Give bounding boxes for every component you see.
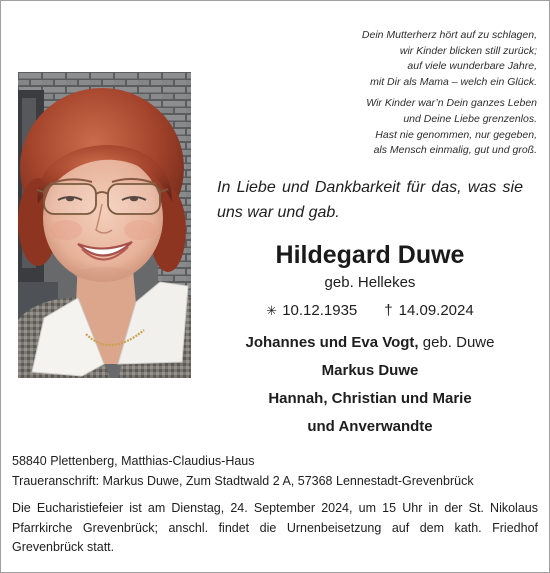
- deceased-name: Hildegard Duwe: [275, 241, 465, 269]
- poem-line: auf viele wunderbare Jahre,: [407, 60, 537, 73]
- mourner-line: [217, 329, 523, 357]
- poem-line: als Mensch einmalig, gut und groß.: [373, 144, 537, 157]
- dedication: [217, 175, 523, 225]
- mourning-address: Traueranschrift: Markus Duwe, Zum Stadtwald 2 A, 57368 Lennestadt-Grevenbrück: [12, 474, 474, 488]
- dedication-line: In Liebe und Dankbarkeit für das, was sie: [217, 179, 523, 196]
- portrait-chin-shadow: [74, 267, 134, 281]
- service-details: Die Eucharistiefeier ist am Dienstag, 24. September 2024, um 15 Uhr in der St. Nikolaus Pfarrkirche Grevenbrück; anschl. findet die Urnenbeisetzung auf dem kath. Friedhof Grevenbrück statt.: [12, 501, 538, 555]
- poem-stanza-2: [362, 96, 537, 159]
- dedication-line: uns war und gab.: [217, 204, 340, 221]
- poem-line: Wir Kinder war’n Dein ganzes Leben: [366, 97, 537, 110]
- portrait-photo: [18, 72, 191, 378]
- mourner-maiden-name: geb. Duwe: [422, 334, 495, 351]
- poem: [362, 28, 537, 159]
- poem-line: wir Kinder blicken still zurück;: [399, 44, 537, 57]
- birth-date-group: [266, 302, 357, 319]
- mourner-line: Markus Duwe: [321, 362, 419, 379]
- mourner-line: und Anverwandte: [307, 418, 433, 435]
- name-block: [217, 241, 523, 441]
- birth-star-icon: ✳: [266, 304, 278, 319]
- poem-stanza-1: [362, 28, 537, 91]
- poem-line: mit Dir als Mama – welch ein Glück.: [370, 76, 537, 89]
- death-date-group: [384, 302, 473, 319]
- death-date: 14.09.2024: [398, 302, 474, 319]
- birth-date: 10.12.1935: [282, 302, 358, 319]
- death-cross-icon: †: [384, 302, 393, 319]
- poem-line: Dein Mutterherz hört auf zu schlagen,: [361, 29, 537, 41]
- poem-line: und Deine Liebe grenzenlos.: [403, 112, 537, 125]
- location-line: 58840 Plettenberg, Matthias-Claudius-Haus: [12, 454, 255, 468]
- maiden-name: geb. Hellekes: [324, 274, 416, 291]
- poem-line: Hast nie genommen, nur gegeben,: [375, 128, 537, 141]
- mourner-names: Johannes und Eva Vogt,: [245, 334, 419, 351]
- life-dates: [217, 297, 523, 325]
- mourner-line: Hannah, Christian und Marie: [268, 390, 472, 407]
